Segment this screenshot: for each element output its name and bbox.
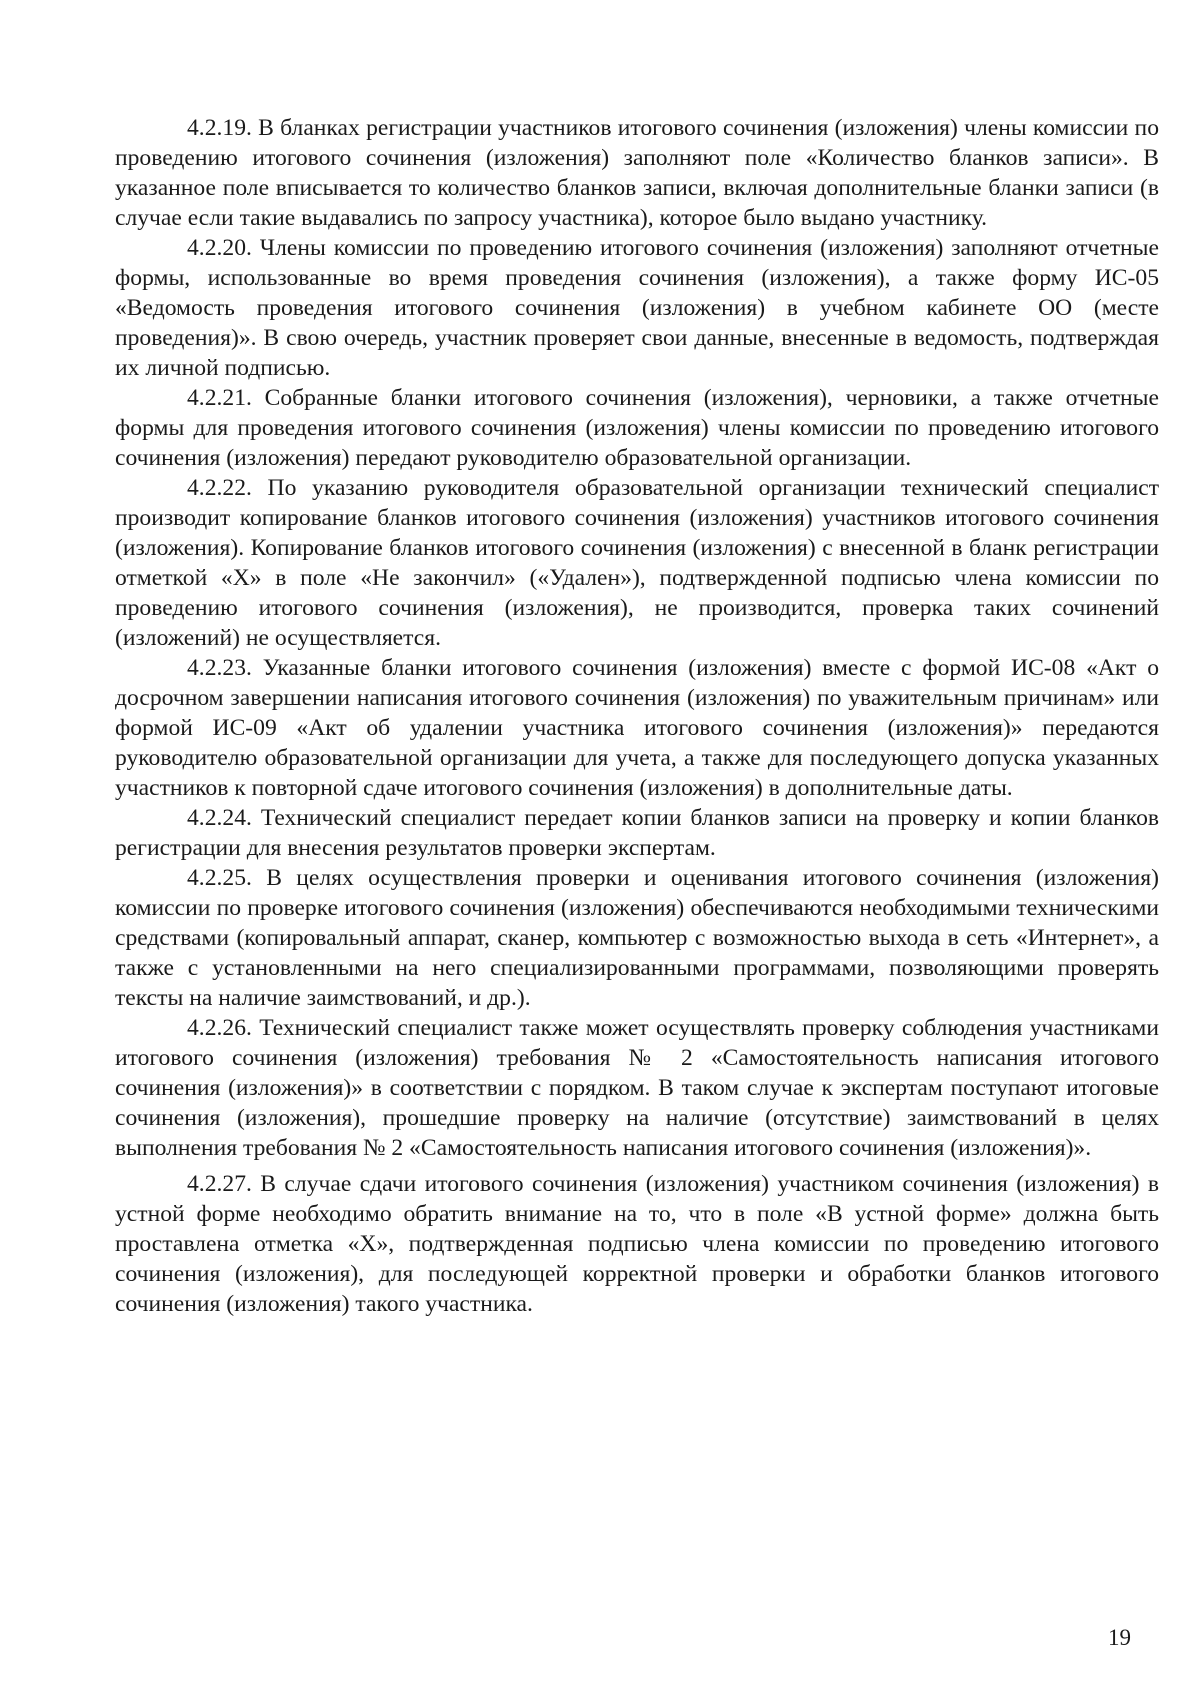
paragraph-4-2-21: 4.2.21. Собранные бланки итогового сочинения (изложения), черновики, а также отчетные формы для проведения итогового сочинения (изложения) члены комиссии по проведению итогового сочинения (изложения) передают руководителю образовательной организации. <box>115 385 1159 471</box>
paragraph-4-2-20: 4.2.20. Члены комиссии по проведению итогового сочинения (изложения) заполняют отчетные формы, использованные во время проведения сочинения (изложения), а также форму ИС-05 «Ведомость проведения итогового сочинения (изложения) в учебном кабинете ОО (месте проведения)». В свою очередь, участник проверяет свои данные, внесенные в ведомость, подтверждая их личной подписью. <box>115 235 1159 381</box>
paragraph-4-2-27: 4.2.27. В случае сдачи итогового сочинения (изложения) участником сочинения (изложения) в устной форме необходимо обратить внимание на то, что в поле «В устной форме» должна быть проставлена отметка «Х», подтвержденная подписью члена комиссии по проведению итогового сочинения (изложения), для последующей корректной проверки и обработки бланков итогового сочинения (изложения) такого участника. <box>115 1171 1159 1317</box>
paragraph-4-2-25: 4.2.25. В целях осуществления проверки и оценивания итогового сочинения (изложения) комиссии по проверке итогового сочинения (изложения) обеспечиваются необходимыми техническими средствами (копировальный аппарат, сканер, компьютер с возможностью выхода в сеть «Интернет», а также с установленными на него специализированными программами, позволяющими проверять тексты на наличие заимствований, и др.). <box>115 865 1159 1011</box>
page-number: 19 <box>1108 1625 1131 1650</box>
paragraph-4-2-22: 4.2.22. По указанию руководителя образовательной организации технический специалист производит копирование бланков итогового сочинения (изложения) участников итогового сочинения (изложения). Копирование бланков итогового сочинения (изложения) с внесенной в бланк регистрации отметкой «Х» в поле «Не закончил» («Удален»), подтвержденной подписью члена комиссии по проведению итогового сочинения (изложения), не производится, проверка таких сочинений (изложений) не осуществляется. <box>115 475 1159 651</box>
paragraph-4-2-26: 4.2.26. Технический специалист также может осуществлять проверку соблюдения участниками итогового сочинения (изложения) требования № 2 «Самостоятельность написания итогового сочинения (изложения)» в соответствии с порядком. В таком случае к экспертам поступают итоговые сочинения (изложения), прошедшие проверку на наличие (отсутствие) заимствований в целях выполнения требования № 2 «Самостоятельность написания итогового сочинения (изложения)». <box>115 1015 1159 1161</box>
paragraph-4-2-24: 4.2.24. Технический специалист передает копии бланков записи на проверку и копии бланков регистрации для внесения результатов проверки экспертам. <box>115 805 1159 861</box>
paragraph-4-2-23: 4.2.23. Указанные бланки итогового сочинения (изложения) вместе с формой ИС-08 «Акт о досрочном завершении написания итогового сочинения (изложения) по уважительным причинам» или формой ИС-09 «Акт об удалении участника итогового сочинения (изложения)» передаются руководителю образовательной организации для учета, а также для последующего допуска указанных участников к повторной сдаче итогового сочинения (изложения) в дополнительные даты. <box>115 655 1159 801</box>
document-body <box>115 113 1159 1319</box>
paragraph-4-2-19: 4.2.19. В бланках регистрации участников итогового сочинения (изложения) члены комиссии по проведению итогового сочинения (изложения) заполняют поле «Количество бланков записи». В указанное поле вписывается то количество бланков записи, включая дополнительные бланки записи (в случае если такие выдавались по запросу участника), которое было выдано участнику. <box>115 115 1159 231</box>
